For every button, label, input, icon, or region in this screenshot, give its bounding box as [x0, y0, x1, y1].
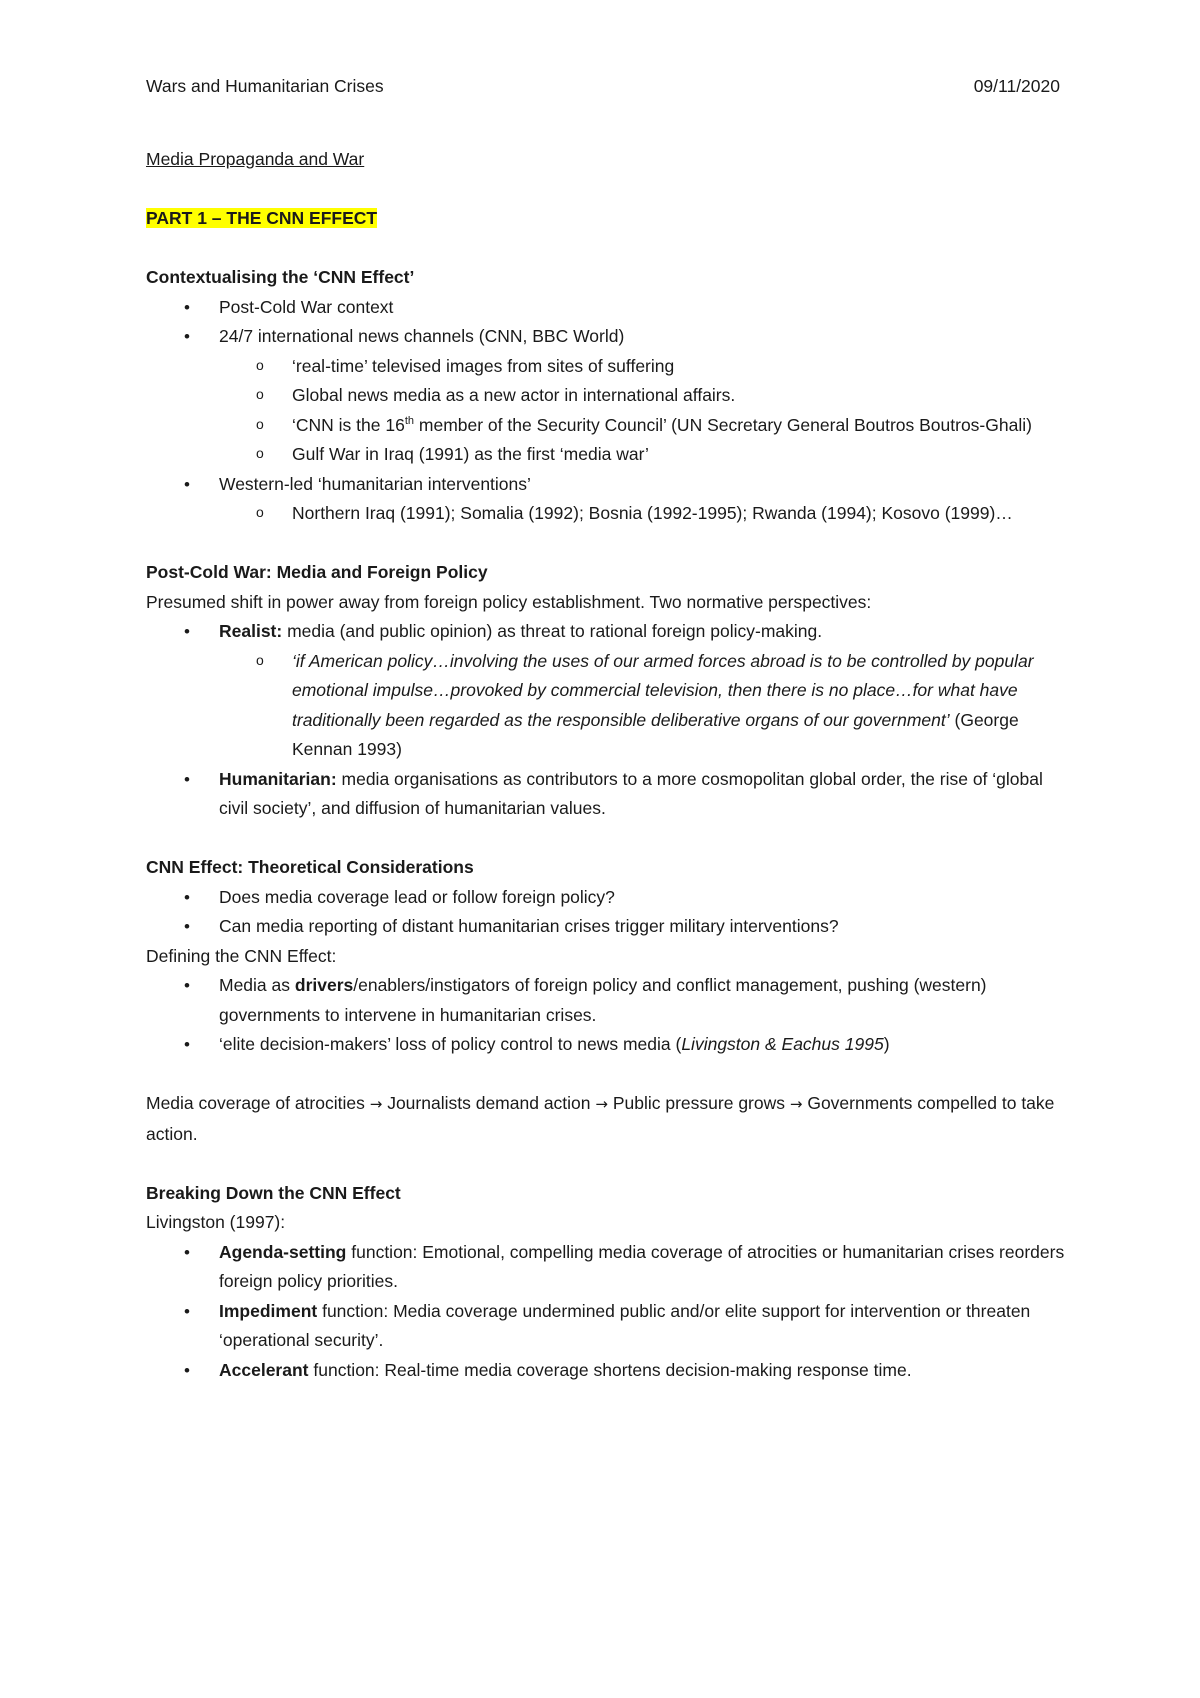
sub-list-item: o Gulf War in Iraq (1991) as the first ‘media war’: [146, 440, 1066, 470]
sub-list-item: o Northern Iraq (1991); Somalia (1992); Bosnia (1992-1995); Rwanda (1994); Kosovo (1999)…: [146, 499, 1066, 529]
section-heading: Contextualising the ‘CNN Effect’: [146, 267, 415, 287]
list-item: • Realist: media (and public opinion) as threat to rational foreign policy-making.: [146, 617, 1066, 647]
list-item: • Accelerant function: Real-time media coverage shortens decision-making response time.: [146, 1356, 1066, 1386]
paragraph: Presumed shift in power away from foreign policy establishment. Two normative perspectives:: [146, 591, 872, 612]
paragraph: Defining the CNN Effect:: [146, 945, 337, 966]
sub-list-item: o Global news media as a new actor in international affairs.: [146, 381, 1066, 411]
arrow-icon: →: [595, 1095, 608, 1113]
list-item: • Post-Cold War context: [146, 293, 1066, 323]
header-date: 09/11/2020: [973, 76, 1060, 96]
list-item: • Humanitarian: media organisations as contributors to a more cosmopolitan global order, the rise of ‘global civil society’, and diffusion of humanitarian values.: [146, 765, 1066, 824]
document-body: [146, 145, 1066, 1385]
list-item: • 24/7 international news channels (CNN, BBC World): [146, 322, 1066, 352]
list-item: • Media as drivers/enablers/instigators of foreign policy and conflict management, pushing (western) governments to intervene in humanitarian crises.: [146, 971, 1066, 1030]
arrow-icon: →: [789, 1095, 803, 1113]
paragraph: Livingston (1997):: [146, 1212, 286, 1232]
section-heading: CNN Effect: Theoretical Considerations: [146, 857, 474, 877]
list-item: • Can media reporting of distant humanitarian crises trigger military interventions?: [146, 912, 1066, 942]
quote-item: o ‘if American policy…involving the uses of our armed forces abroad is to be controlled by popular emotional impulse…provoked by commercial television, then there is no place…for what have traditionally been regarded as the responsible deliberative organs of our government’ (George Kennan 1993): [146, 647, 1066, 765]
section-heading: Breaking Down the CNN Effect: [146, 1182, 401, 1203]
list-item: • ‘elite decision-makers’ loss of policy control to news media (Livingston & Eachus 1995): [146, 1030, 1066, 1060]
list-item: • Does media coverage lead or follow foreign policy?: [146, 883, 1066, 913]
header-title: Wars and Humanitarian Crises: [146, 76, 384, 96]
section-heading: Post-Cold War: Media and Foreign Policy: [146, 562, 488, 582]
list-item: • Impediment function: Media coverage undermined public and/or elite support for intervention or threaten ‘operational security’.: [146, 1297, 1066, 1356]
document-title: Media Propaganda and War: [146, 149, 365, 169]
arrow-icon: →: [369, 1095, 383, 1113]
part-heading: PART 1 – THE CNN EFFECT: [146, 208, 378, 228]
sub-list-item: o ‘real-time’ televised images from sites of suffering: [146, 352, 1066, 382]
list-item: • Agenda-setting function: Emotional, compelling media coverage of atrocities or humanitarian crises reorders foreign policy priorities.: [146, 1238, 1066, 1297]
causal-chain: Media coverage of atrocities → Journalists demand action → Public pressure grows → Governments compelled to take action.: [146, 1093, 1055, 1144]
list-item: • Western-led ‘humanitarian interventions’: [146, 470, 1066, 500]
page-header: [146, 72, 1060, 102]
sub-list-item: o ‘CNN is the 16th member of the Security Council’ (UN Secretary General Boutros Boutros-Ghali): [146, 411, 1066, 441]
